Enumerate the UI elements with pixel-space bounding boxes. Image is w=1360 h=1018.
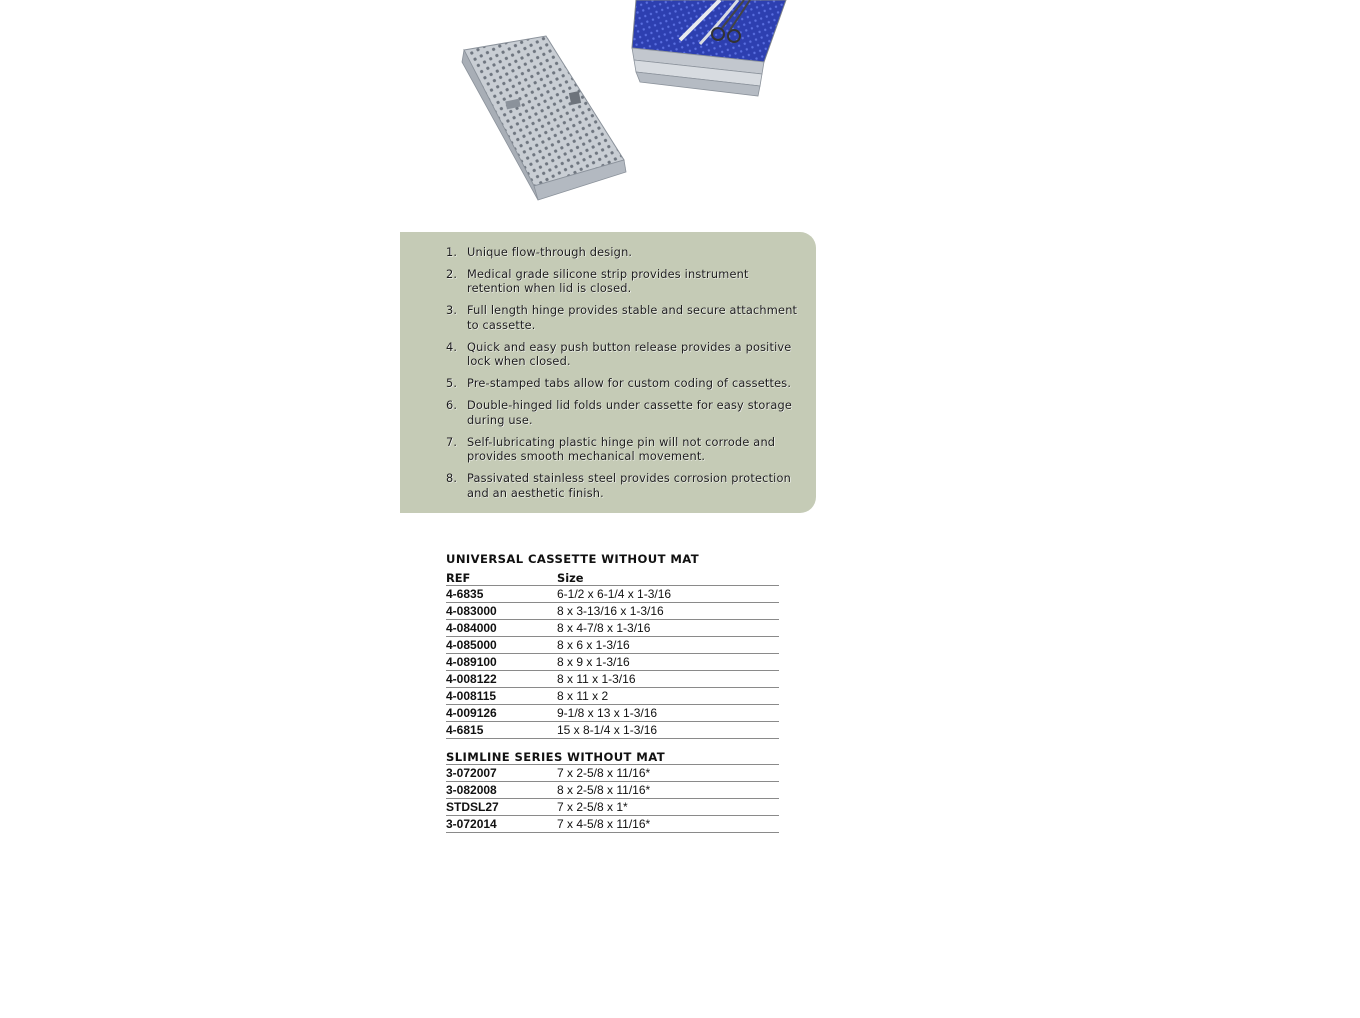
size-cell: 15 x 8-1/4 x 1-3/16 (557, 723, 658, 737)
feature-text: Quick and easy push button release provides a positive lock when closed. (467, 339, 792, 369)
feature-number: 4. (446, 339, 458, 354)
size-cell: 7 x 2-5/8 x 11/16* (557, 766, 651, 780)
ref-cell: 4-008115 (446, 689, 497, 703)
table-row (446, 671, 779, 688)
feature-item (446, 245, 798, 260)
size-cell: 8 x 2-5/8 x 11/16* (557, 783, 651, 797)
size-cell: 7 x 2-5/8 x 1* (557, 800, 628, 814)
cassette-illustration (400, 0, 816, 225)
ref-cell: 4-6835 (446, 587, 484, 601)
table-row (446, 637, 779, 654)
feature-number: 3. (446, 303, 458, 318)
table-row (446, 799, 779, 816)
ref-cell: 4-085000 (446, 638, 497, 652)
table-row (446, 654, 779, 671)
size-cell: 8 x 3-13/16 x 1-3/16 (557, 604, 664, 618)
table-row (446, 603, 779, 620)
table-row (446, 705, 779, 722)
size-cell: 8 x 11 x 1-3/16 (557, 672, 636, 686)
feature-number: 5. (446, 376, 458, 391)
slimline-section-title: SLIMLINE SERIES WITHOUT MAT (446, 748, 779, 765)
feature-item (446, 267, 798, 296)
feature-item (446, 376, 798, 391)
table-row (446, 620, 779, 637)
size-cell: 6-1/2 x 6-1/4 x 1-3/16 (557, 587, 672, 601)
table-row (446, 782, 779, 799)
spec-tables (446, 550, 779, 833)
table-row (446, 586, 779, 603)
table-row (446, 722, 779, 739)
feature-text: Unique flow-through design. (467, 245, 633, 259)
size-cell: 8 x 6 x 1-3/16 (557, 638, 630, 652)
size-cell: 8 x 4-7/8 x 1-3/16 (557, 621, 651, 635)
feature-item (446, 435, 798, 464)
table-header (446, 568, 779, 586)
feature-item (446, 398, 798, 427)
ref-cell: 4-6815 (446, 723, 484, 737)
feature-number: 7. (446, 434, 458, 449)
features-list (446, 245, 798, 508)
feature-item (446, 471, 798, 500)
ref-cell: STDSL27 (446, 800, 499, 814)
ref-cell: 3-082008 (446, 783, 497, 797)
feature-item (446, 303, 798, 332)
feature-item (446, 340, 798, 369)
feature-number: 6. (446, 398, 458, 413)
ref-cell: 4-083000 (446, 604, 497, 618)
size-cell: 7 x 4-5/8 x 11/16* (557, 817, 651, 831)
open-cassette (632, 0, 786, 96)
feature-text: Passivated stainless steel provides corrosion protection and an aesthetic finish. (467, 471, 791, 500)
ref-cell: 4-089100 (446, 655, 497, 669)
table-row (446, 765, 779, 782)
ref-cell: 3-072014 (446, 817, 497, 831)
universal-section-title: UNIVERSAL CASSETTE WITHOUT MAT (446, 552, 700, 566)
table-row (446, 816, 779, 833)
feature-text: Self-lubricating plastic hinge pin will not corrode and provides smooth mechanical movement. (467, 434, 776, 464)
ref-cell: 3-072007 (446, 766, 497, 780)
feature-text: Double-hinged lid folds under cassette for easy storage during use. (467, 398, 793, 427)
feature-text: Pre-stamped tabs allow for custom coding of cassettes. (467, 376, 792, 391)
feature-number: 2. (446, 266, 458, 281)
feature-number: 1. (446, 245, 458, 259)
size-column-header: Size (557, 571, 584, 585)
ref-column-header: REF (446, 571, 471, 585)
product-images (400, 0, 816, 225)
features-panel (400, 232, 816, 513)
ref-cell: 4-008122 (446, 672, 497, 686)
ref-cell: 4-009126 (446, 706, 497, 720)
feature-text: Medical grade silicone strip provides instrument retention when lid is closed. (467, 266, 749, 296)
closed-cassette (462, 36, 626, 200)
size-cell: 8 x 11 x 2 (557, 689, 609, 703)
feature-text: Full length hinge provides stable and secure attachment to cassette. (467, 303, 798, 332)
table-row (446, 688, 779, 705)
feature-number: 8. (446, 471, 458, 486)
size-cell: 8 x 9 x 1-3/16 (557, 655, 630, 669)
size-cell: 9-1/8 x 13 x 1-3/16 (557, 706, 658, 720)
ref-cell: 4-084000 (446, 621, 497, 635)
